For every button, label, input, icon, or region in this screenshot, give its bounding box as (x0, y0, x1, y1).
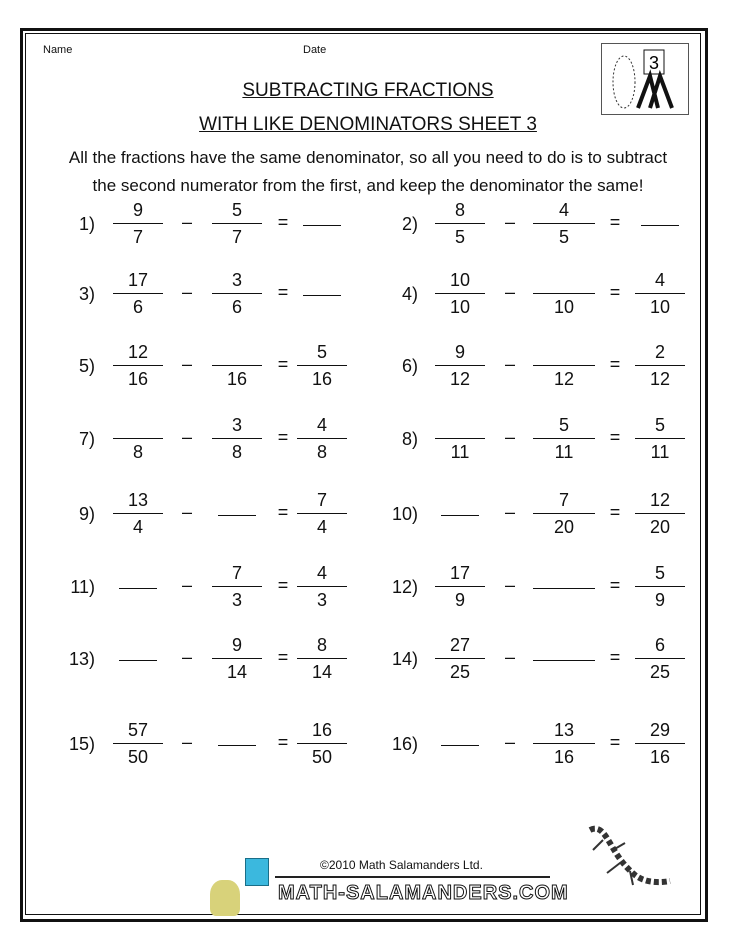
first-fraction-numerator: 9 (132, 200, 143, 220)
first-fraction-answer-blank[interactable] (441, 745, 479, 746)
second-fraction (212, 414, 262, 463)
first-fraction-numerator: 57 (127, 720, 149, 740)
first-fraction-fraction-bar (113, 438, 163, 439)
first-fraction-numerator: 8 (454, 200, 465, 220)
minus-sign: – (181, 212, 192, 232)
date-label: Date (303, 44, 327, 56)
equals-sign: = (277, 502, 289, 522)
first-fraction-denominator: 25 (449, 662, 471, 682)
first-fraction-denominator: 12 (449, 369, 471, 389)
answer-fraction-denominator: 20 (649, 517, 671, 537)
second-fraction-numerator: 3 (231, 415, 242, 435)
minus-sign: – (504, 647, 515, 667)
second-fraction (533, 199, 595, 248)
title-line-1: SUBTRACTING FRACTIONS (242, 80, 494, 101)
second-fraction (212, 341, 262, 390)
first-fraction-fraction-bar (435, 586, 485, 587)
answer-fraction-denominator: 11 (650, 442, 670, 462)
second-fraction-denominator: 5 (558, 227, 569, 247)
second-fraction-denominator: 3 (231, 590, 242, 610)
minus-sign: – (181, 282, 192, 302)
first-fraction (113, 719, 163, 768)
first-fraction (435, 341, 485, 390)
answer-fraction-numerator: 2 (654, 342, 665, 362)
first-fraction-numerator-blank[interactable] (435, 414, 485, 436)
first-fraction-denominator: 9 (454, 590, 465, 610)
problem-number: 9) (78, 504, 95, 524)
answer-fraction-denominator: 25 (649, 662, 671, 682)
problem-number: 10) (391, 504, 418, 524)
first-fraction-numerator: 13 (127, 490, 149, 510)
second-fraction-fraction-bar (212, 365, 262, 366)
answer-fraction-numerator: 6 (654, 635, 665, 655)
answer-fraction (297, 341, 347, 390)
answer-fraction-denominator: 3 (316, 590, 327, 610)
answer-fraction-fraction-bar (297, 365, 347, 366)
answer-fraction-numerator: 8 (316, 635, 327, 655)
answer-fraction-answer-blank[interactable] (303, 295, 341, 296)
problem-number: 11) (70, 577, 95, 597)
first-fraction-denominator: 8 (132, 442, 143, 462)
second-fraction-numerator: 5 (558, 415, 569, 435)
salamander-illustration-icon (585, 825, 675, 890)
answer-fraction-numerator: 5 (654, 563, 665, 583)
second-fraction-denominator: 7 (231, 227, 242, 247)
answer-fraction-denominator: 50 (311, 747, 333, 767)
first-fraction (435, 199, 485, 248)
equals-sign: = (277, 732, 289, 752)
second-fraction-numerator: 4 (558, 200, 569, 220)
answer-fraction-denominator: 16 (311, 369, 333, 389)
answer-fraction-denominator: 12 (649, 369, 671, 389)
answer-fraction-denominator: 9 (654, 590, 665, 610)
second-fraction-denominator: 11 (554, 442, 574, 462)
problem-number: 15) (68, 734, 95, 754)
first-fraction-numerator: 17 (449, 563, 471, 583)
problem-number: 1) (78, 214, 95, 234)
first-fraction-denominator: 5 (454, 227, 465, 247)
minus-sign: – (504, 732, 515, 752)
minus-sign: – (504, 575, 515, 595)
first-fraction-numerator: 12 (127, 342, 149, 362)
second-fraction-denominator: 16 (553, 747, 575, 767)
second-fraction-numerator: 13 (553, 720, 575, 740)
problem-number: 5) (78, 356, 95, 376)
copyright-text: ©2010 Math Salamanders Ltd. (320, 858, 483, 872)
problem-number: 8) (401, 429, 418, 449)
answer-fraction-numerator: 5 (316, 342, 327, 362)
footer-salamander-icon (210, 880, 240, 916)
minus-sign: – (181, 647, 192, 667)
answer-fraction (635, 414, 685, 463)
second-fraction (533, 719, 595, 768)
answer-fraction-numerator: 7 (316, 490, 327, 510)
minus-sign: – (504, 502, 515, 522)
first-fraction-fraction-bar (435, 658, 485, 659)
second-fraction (533, 341, 595, 390)
answer-fraction-fraction-bar (297, 513, 347, 514)
equals-sign: = (609, 502, 621, 522)
instructions-line-2: the second numerator from the first, and keep the denominator the same! (92, 176, 644, 195)
answer-fraction-fraction-bar (297, 438, 347, 439)
first-fraction-fraction-bar (113, 365, 163, 366)
answer-fraction-denominator: 10 (649, 297, 671, 317)
second-fraction (212, 269, 262, 318)
second-fraction-numerator: 7 (558, 490, 569, 510)
answer-fraction-fraction-bar (635, 743, 685, 744)
first-fraction (435, 562, 485, 611)
second-fraction-numerator: 9 (231, 635, 242, 655)
equals-sign: = (609, 354, 621, 374)
minus-sign: – (504, 354, 515, 374)
problem-number: 16) (391, 734, 418, 754)
answer-fraction (297, 634, 347, 683)
footer-board-icon (245, 858, 269, 886)
second-fraction-denominator: 6 (231, 297, 242, 317)
second-fraction-denominator: 16 (226, 369, 248, 389)
minus-sign: – (181, 575, 192, 595)
first-fraction-fraction-bar (113, 223, 163, 224)
first-fraction (113, 341, 163, 390)
equals-sign: = (609, 282, 621, 302)
second-fraction-numerator-blank[interactable] (212, 341, 262, 363)
equals-sign: = (277, 647, 289, 667)
minus-sign: – (504, 212, 515, 232)
title-line-2: WITH LIKE DENOMINATORS SHEET 3 (199, 114, 537, 135)
second-fraction-fraction-bar (212, 586, 262, 587)
first-fraction-fraction-bar (113, 513, 163, 514)
equals-sign: = (277, 575, 289, 595)
problem-number: 2) (401, 214, 418, 234)
minus-sign: – (181, 427, 192, 447)
answer-fraction-denominator: 4 (316, 517, 327, 537)
first-fraction-numerator: 10 (449, 270, 471, 290)
second-fraction-fraction-bar (533, 223, 595, 224)
equals-sign: = (609, 647, 621, 667)
second-fraction-numerator: 5 (231, 200, 242, 220)
problem-number: 12) (391, 577, 418, 597)
problem-number: 6) (401, 356, 418, 376)
answer-fraction (635, 341, 685, 390)
first-fraction-denominator: 16 (127, 369, 149, 389)
answer-fraction (297, 719, 347, 768)
second-fraction-denominator: 10 (553, 297, 575, 317)
second-fraction-fraction-bar (533, 365, 595, 366)
second-fraction-answer-blank[interactable] (218, 515, 256, 516)
first-fraction-numerator-blank[interactable] (113, 414, 163, 436)
equals-sign: = (609, 732, 621, 752)
first-fraction (113, 489, 163, 538)
second-fraction (533, 489, 595, 538)
first-fraction-answer-blank[interactable] (119, 588, 157, 589)
problem-number: 3) (78, 284, 95, 304)
problem-number: 14) (391, 649, 418, 669)
first-fraction-denominator: 4 (132, 517, 143, 537)
answer-fraction (297, 414, 347, 463)
second-fraction-fraction-bar (212, 293, 262, 294)
first-fraction-denominator: 6 (132, 297, 143, 317)
answer-fraction-fraction-bar (635, 658, 685, 659)
first-fraction (113, 199, 163, 248)
second-fraction-numerator: 3 (231, 270, 242, 290)
footer-divider (275, 876, 550, 878)
equals-sign: = (609, 212, 621, 232)
instructions-line-1: All the fractions have the same denominator, so all you need to do is to subtract (68, 148, 668, 167)
answer-fraction-numerator: 29 (649, 720, 671, 740)
answer-fraction-fraction-bar (635, 513, 685, 514)
answer-fraction-fraction-bar (297, 658, 347, 659)
second-fraction-fraction-bar (212, 438, 262, 439)
second-fraction (212, 199, 262, 248)
answer-fraction-numerator: 16 (311, 720, 333, 740)
second-fraction-denominator: 14 (226, 662, 248, 682)
second-fraction-denominator: 8 (231, 442, 242, 462)
first-fraction (435, 634, 485, 683)
answer-fraction-answer-blank[interactable] (641, 225, 679, 226)
second-fraction-numerator: 7 (231, 563, 242, 583)
answer-fraction-fraction-bar (635, 293, 685, 294)
answer-fraction (297, 489, 347, 538)
second-fraction-fraction-bar (533, 513, 595, 514)
second-fraction-answer-blank[interactable] (533, 660, 595, 661)
second-fraction-fraction-bar (533, 293, 595, 294)
problem-number: 4) (401, 284, 418, 304)
salamander-logo (601, 43, 689, 115)
minus-sign: – (504, 282, 515, 302)
first-fraction (435, 269, 485, 318)
first-fraction-answer-blank[interactable] (441, 515, 479, 516)
first-fraction-fraction-bar (435, 365, 485, 366)
first-fraction (435, 414, 485, 463)
answer-fraction-denominator: 14 (311, 662, 333, 682)
second-fraction-numerator-blank[interactable] (533, 269, 595, 291)
answer-fraction-answer-blank[interactable] (303, 225, 341, 226)
answer-fraction-fraction-bar (635, 365, 685, 366)
second-fraction-fraction-bar (533, 743, 595, 744)
answer-fraction-numerator: 12 (649, 490, 671, 510)
logo-number: 3 (648, 53, 660, 73)
answer-fraction (635, 562, 685, 611)
equals-sign: = (277, 282, 289, 302)
first-fraction-fraction-bar (435, 438, 485, 439)
first-fraction-denominator: 10 (449, 297, 471, 317)
first-fraction-denominator: 50 (127, 747, 149, 767)
second-fraction (533, 269, 595, 318)
answer-fraction-denominator: 16 (649, 747, 671, 767)
answer-fraction (635, 634, 685, 683)
answer-fraction-fraction-bar (635, 438, 685, 439)
answer-fraction-numerator: 4 (316, 563, 327, 583)
second-fraction-denominator: 20 (553, 517, 575, 537)
second-fraction-fraction-bar (533, 438, 595, 439)
second-fraction-fraction-bar (212, 223, 262, 224)
answer-fraction (635, 719, 685, 768)
minus-sign: – (181, 732, 192, 752)
first-fraction-fraction-bar (113, 293, 163, 294)
second-fraction-denominator: 12 (553, 369, 575, 389)
equals-sign: = (277, 427, 289, 447)
answer-fraction-numerator: 4 (316, 415, 327, 435)
equals-sign: = (277, 354, 289, 374)
equals-sign: = (277, 212, 289, 232)
answer-fraction-denominator: 8 (316, 442, 327, 462)
first-fraction-fraction-bar (435, 293, 485, 294)
problem-number: 7) (78, 429, 95, 449)
second-fraction-answer-blank[interactable] (533, 588, 595, 589)
equals-sign: = (609, 575, 621, 595)
problem-number: 13) (68, 649, 95, 669)
first-fraction-denominator: 7 (132, 227, 143, 247)
answer-fraction-numerator: 5 (654, 415, 665, 435)
second-fraction (212, 562, 262, 611)
answer-fraction-fraction-bar (297, 586, 347, 587)
first-fraction-fraction-bar (113, 743, 163, 744)
first-fraction-numerator: 27 (449, 635, 471, 655)
answer-fraction-numerator: 4 (654, 270, 665, 290)
minus-sign: – (181, 502, 192, 522)
first-fraction-numerator: 17 (127, 270, 149, 290)
answer-fraction (635, 269, 685, 318)
first-fraction (113, 269, 163, 318)
answer-fraction-fraction-bar (297, 743, 347, 744)
first-fraction-numerator: 9 (454, 342, 465, 362)
first-fraction-denominator: 11 (450, 442, 470, 462)
first-fraction (113, 414, 163, 463)
answer-fraction (297, 562, 347, 611)
second-fraction (212, 634, 262, 683)
name-label: Name (43, 44, 73, 56)
first-fraction-fraction-bar (435, 223, 485, 224)
second-fraction (533, 414, 595, 463)
minus-sign: – (504, 427, 515, 447)
first-fraction-answer-blank[interactable] (119, 660, 157, 661)
site-logo-text: MATH-SALAMANDERS.COM (278, 882, 569, 904)
second-fraction-fraction-bar (212, 658, 262, 659)
answer-fraction-fraction-bar (635, 586, 685, 587)
answer-fraction (635, 489, 685, 538)
minus-sign: – (181, 354, 192, 374)
second-fraction-numerator-blank[interactable] (533, 341, 595, 363)
equals-sign: = (609, 427, 621, 447)
second-fraction-answer-blank[interactable] (218, 745, 256, 746)
